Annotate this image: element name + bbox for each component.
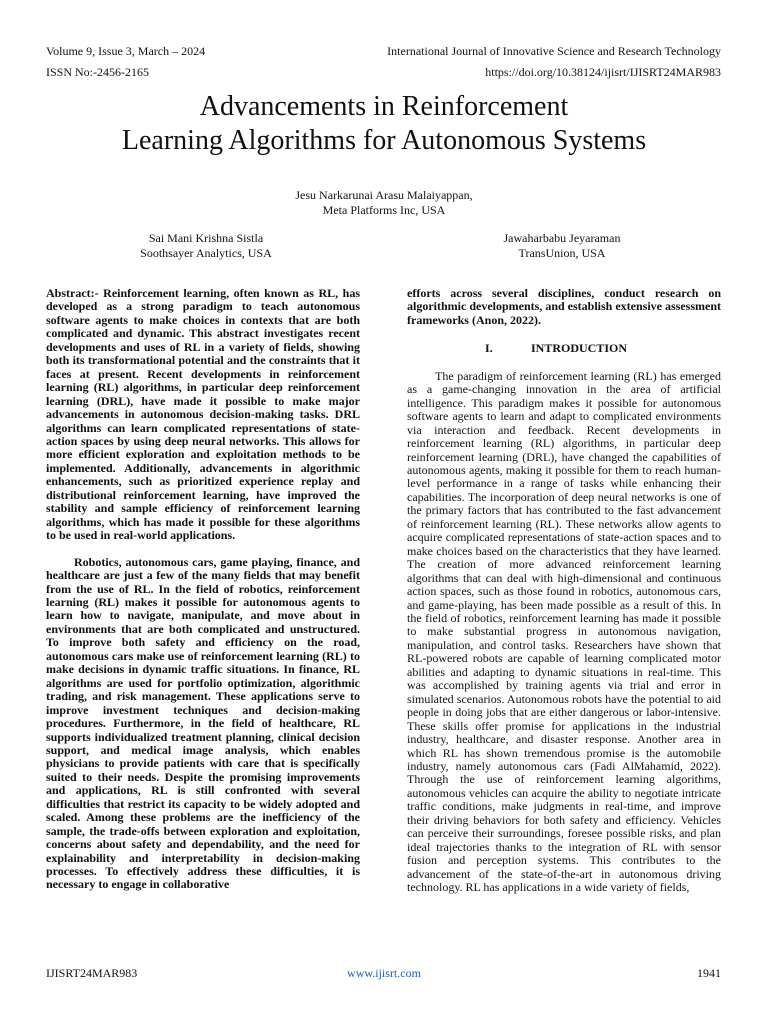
volume-issue: Volume 9, Issue 3, March – 2024 <box>46 44 206 58</box>
footer-page-number: 1941 <box>697 966 721 980</box>
doi-link[interactable]: https://doi.org/10.38124/ijisrt/IJISRT24MAR983 <box>485 65 721 80</box>
issn: ISSN No:-2456-2165 <box>46 65 150 80</box>
running-header-left <box>46 44 205 87</box>
paper-title-line-2: Learning Algorithms for Autonomous Systems <box>121 125 647 156</box>
section-number: I. <box>485 341 493 356</box>
introduction-paragraph-1: The paradigm of reinforcement learning (RL) has emerged as a game-changing innovation in the area of artificial intelligence. This paradigm makes it possible for autonomous software agents to learn and adapt to complicated environments via interaction and feedback. Recent developments in reinforcement learning (RL) algorithms, in particular deep reinforcement learning (DRL), have changed the capabilities of autonomous agents, making it possible for them to reach human-level performance in a range of tasks while enhancing their capabilities. The incorporation of deep neural networks is one of the primary factors that has contributed to the fast advancement of reinforcement learning (RL). These networks allow agents to acquire complicated representations of state-action spaces and to make choices based on the characteristics that they have learned. The creation of more advanced reinforcement learning algorithms that can deal with high-dimensional and continuous action spaces, such as those found in robotics, autonomous cars, and game-playing, has been made possible as a result of this. In the field of robotics, reinforcement learning has made it possible to make substantial progress in autonomous navigation, manipulation, and control tasks. Researchers have shown that RL-powered robots are capable of learning complicated motor abilities and adapting to dynamic situations in real-time. This was accomplished by training agents via trial and error in simulated scenarios. Autonomous robots have the potential to aid people in doing jobs that are either dangerous or labor-intensive. These skills offer promise for applications in the industrial industry, healthcare, and disaster response. Another area in which RL has shown tremendous promise is the automobile industry, namely autonomous cars (Fadi AlMahamid, 2022). Through the use of reinforcement learning algorithms, autonomous vehicles can acquire the ability to negotiate intricate traffic conditions, make judgments in real-time, and improve their driving behaviors for both safety and efficiency. Vehicles can perceive their surroundings, foresee possible risks, and plan ideal trajectories thanks to the integration of RL with sensor fusion and perception systems. This contributes to the advancement of the state-of-the-art in autonomous driving technology. RL has applications in a wide variety of fields, <box>407 368 721 895</box>
paper-title-line-1: Advancements in Reinforcement <box>199 91 569 122</box>
abstract-paragraph-2: Robotics, autonomous cars, game playing, finance, and healthcare are just a few of the many fields that may benefit from the use of RL. In the field of robotics, reinforcement learning (RL) makes it possible for autonomous agents to learn how to navigate, manipulate, and move about in environments that are both complicated and unstructured. To improve both safety and efficiency on the road, autonomous cars make use of reinforcement learning (RL) to make decisions in dynamic traffic situations. In finance, RL algorithms are used for portfolio optimization, algorithmic trading, and risk management. These applications serve to improve investment techniques and decision-making procedures. Furthermore, in the field of healthcare, RL supports individualized treatment planning, clinical decision support, and medical image analysis, which enables physicians to provide patients with care that is specifically suited to their needs. Despite the promising improvements and applications, RL is still confronted with several difficulties that restrict its capacity to be widely adopted and scaled. Among these problems are the inefficiency of the sample, the trade-offs between exploration and exploitation, concerns about safety and dependability, and the need for explainability and interpretability in decision-making processes. To effectively address these difficulties, it is necessary to engage in collaborative <box>46 554 360 892</box>
section-heading-introduction <box>407 342 721 355</box>
left-column <box>46 287 360 892</box>
author-right <box>452 231 672 261</box>
paper-title <box>0 90 768 158</box>
right-column <box>407 287 721 894</box>
author-affiliation: Meta Platforms Inc, USA <box>322 203 446 217</box>
author-name: Jesu Narkarunai Arasu Malaiyappan, <box>295 188 473 202</box>
running-header-right <box>387 44 721 87</box>
footer-paper-id: IJISRT24MAR983 <box>46 966 138 980</box>
author-main <box>0 188 768 218</box>
footer-website-link[interactable]: www.ijisrt.com <box>347 966 421 980</box>
author-left <box>96 231 316 261</box>
author-name: Sai Mani Krishna Sistla <box>148 231 264 245</box>
abstract-paragraph-2-continued: efforts across several disciplines, conduct research on algorithmic developments, and establish extensive assessment frameworks (Anon, 2022). <box>407 286 721 327</box>
section-title: INTRODUCTION <box>531 341 628 356</box>
abstract-paragraph-1: Abstract:- Reinforcement learning, often known as RL, has developed as a strong paradigm to teach autonomous software agents to make choices in contexts that are both complicated and dynamic. This abstract investigates recent developments and uses of RL in a variety of fields, showing both its transformational potential and the constraints that it faces at present. Recent developments in reinforcement learning (RL) algorithms, in particular deep reinforcement learning (DRL), have made it possible to make major advancements in autonomous decision-making tasks. DRL algorithms can learn complicated representations of state-action spaces by using deep neural networks. This allows for more efficient exploration and exploitation methods to be implemented. Additionally, advancements in algorithmic enhancements, such as prioritized experience replay and distributional reinforcement learning, have improved the stability and sample efficiency of reinforcement learning algorithms, which has made it possible for these algorithms to be used in real-world applications. <box>46 286 360 543</box>
author-affiliation: TransUnion, USA <box>518 246 606 260</box>
journal-name: International Journal of Innovative Science and Research Technology <box>387 44 721 58</box>
author-name: Jawaharbabu Jeyaraman <box>503 231 621 245</box>
author-affiliation: Soothsayer Analytics, USA <box>140 246 272 260</box>
